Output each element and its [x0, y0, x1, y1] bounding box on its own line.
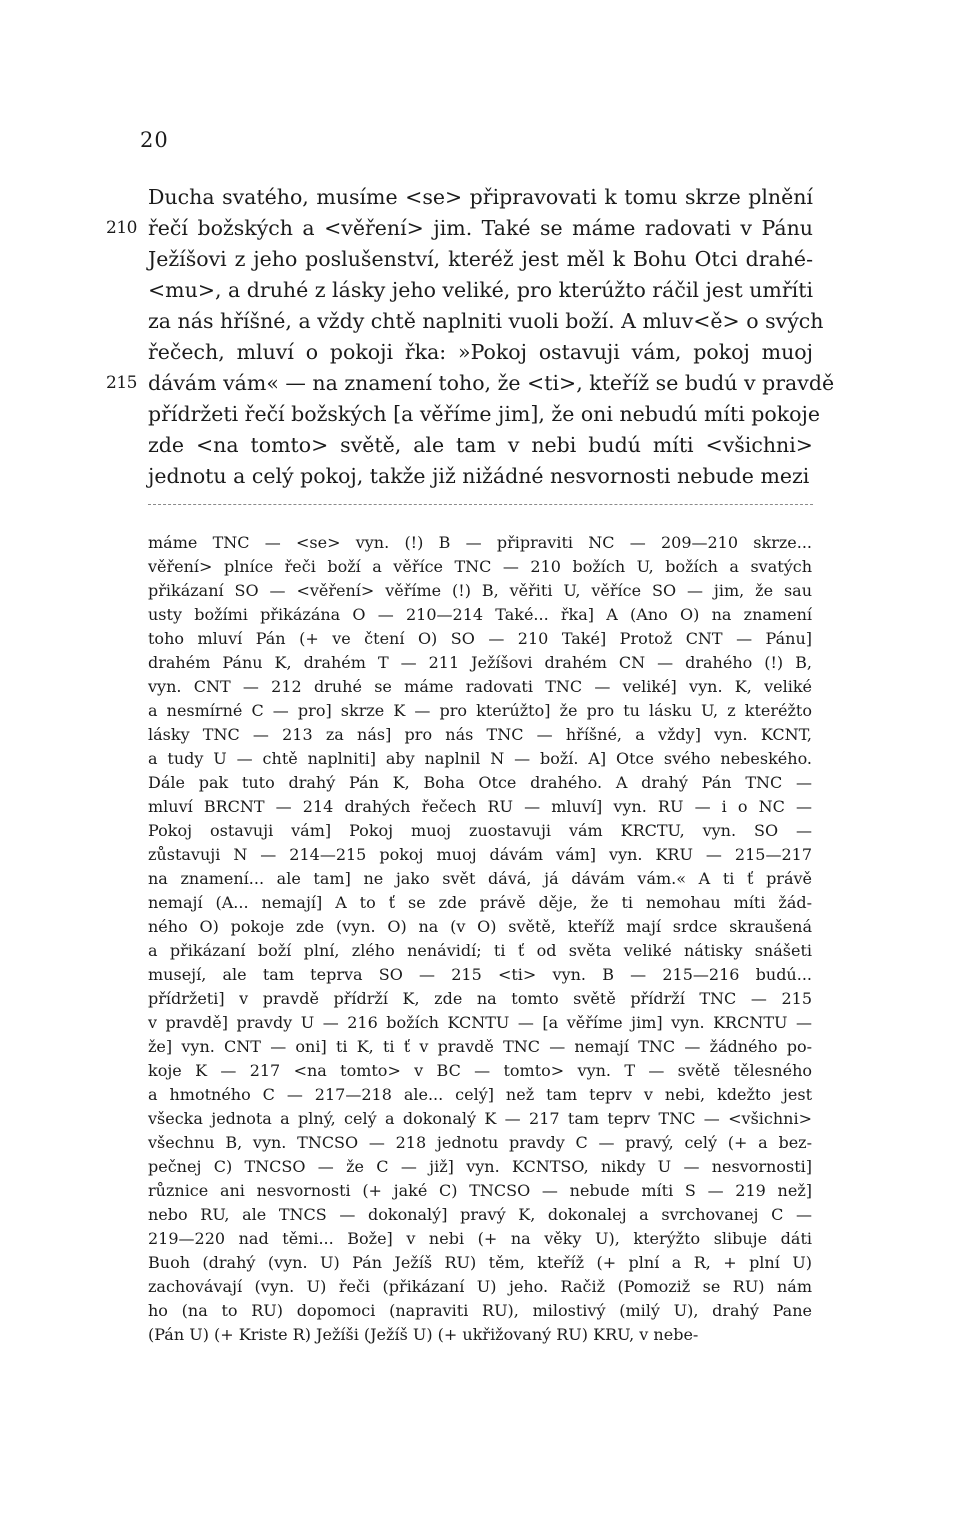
main-text	[106, 182, 835, 492]
line-text: <mu>, a druhé z lásky jeho veliké, pro kterúžto ráčil jest umříti	[148, 278, 813, 302]
line-text: Ducha svatého, musíme <se> připravovati k tomu skrze plnění	[148, 185, 813, 209]
apparatus-line: že] vyn. CNT — oni] ti K, ti ť v pravdě TNC — nemají TNC — žádného po-	[148, 1037, 812, 1056]
line-text: Ježíšovi z jeho poslušenství, kteréž jest měl k Bohu Otci drahé-	[148, 247, 813, 271]
apparatus-line: přikázaní SO — <věření> věříme (!) B, věřiti U, věříce SO — jim, že sau	[148, 581, 812, 600]
main-text-line	[148, 182, 813, 213]
apparatus-line: zůstavuji N — 214—215 pokoj muoj dávám vám] vyn. KRU — 215—217	[148, 845, 812, 864]
line-text: přídržeti řečí božských [a věříme jim], že oni nebudú míti pokoje	[148, 402, 820, 426]
apparatus-line: ho (na to RU) dopomoci (napraviti RU), milostivý (milý U), drahý Pane	[148, 1301, 812, 1320]
apparatus-line: Buoh (drahý (vyn. U) Pán Ježíš RU) těm, kteříž (+ plní a R, + plní U)	[148, 1253, 812, 1272]
main-text-line	[148, 306, 824, 337]
apparatus-line: a přikázaní boží plní, zlého nenávidí; ti ť od světa veliké nátisky snášeti	[148, 941, 812, 960]
main-text-line	[148, 244, 813, 275]
apparatus-line: nebo RU, ale TNCS — dokonalý] pravý K, dokonalej a svrchovanej C —	[148, 1205, 812, 1224]
apparatus-line: a nesmírné C — pro] skrze K — pro kterúžto] že pro tu lásku U, z kteréžto	[148, 701, 812, 720]
apparatus-divider	[148, 504, 813, 505]
apparatus-line: 219—220 nad těmi... Bože] v nebi (+ na věky U), kterýžto slibuje dáti	[148, 1229, 812, 1248]
apparatus-line: máme TNC — <se> vyn. (!) B — připraviti NC — 209—210 skrze...	[148, 533, 812, 552]
apparatus-line: věření> plníce řeči boží a věříce TNC — 210 božích U, božích a svatých	[148, 557, 812, 576]
apparatus-line: Pokoj ostavuji vám] Pokoj muoj zuostavuji vám KRCTU, vyn. SO —	[148, 821, 812, 840]
line-text: zde <na tomto> světě, ale tam v nebi budú míti <všichni>	[148, 433, 813, 457]
apparatus-line: koje K — 217 <na tomto> v BC — tomto> vyn. T — světě tělesného	[148, 1061, 812, 1080]
line-text: jednotu a celý pokoj, takže již nižádné nesvornosti nebude mezi	[148, 464, 810, 488]
apparatus-line: ného O) pokoje zde (vyn. O) na (v O) světě, kteříž mají srdce skraušená	[148, 917, 812, 936]
apparatus-line: nemají (A... nemají] A to ť se zde právě děje, že ti nemohau míti žád-	[148, 893, 812, 912]
apparatus-line: všechnu B, vyn. TNCSO — 218 jednotu pravdy C — pravý, celý (+ a bez-	[148, 1133, 812, 1152]
apparatus-line: mluví BRCNT — 214 drahých řečech RU — mluví] vyn. RU — i o NC —	[148, 797, 812, 816]
apparatus-line: vyn. CNT — 212 druhé se máme radovati TNC — veliké] vyn. K, veliké	[148, 677, 812, 696]
apparatus-line: lásky TNC — 213 za nás] pro nás TNC — hříšné, a vždy] vyn. KCNT,	[148, 725, 812, 744]
apparatus-line: zachovávají (vyn. U) řeči (přikázaní U) jeho. Račiž (Pomoziž se RU) nám	[148, 1277, 812, 1296]
apparatus-line: usty božími přikázána O — 210—214 Také... řka] A (Ano O) na znamení	[148, 605, 812, 624]
page-number: 20	[140, 128, 169, 152]
main-text-line	[148, 399, 820, 430]
apparatus-line: na znamení... ale tam] ne jako svět dává, já dávám vám.« A ti ť právě	[148, 869, 812, 888]
line-text: dávám vám« — na znamení toho, že <ti>, kteříž se budú v pravdě	[148, 371, 835, 395]
apparatus-line: všecka jednota a plný, celý a dokonalý K — 217 tam teprv TNC — <všichni>	[148, 1109, 812, 1128]
apparatus-line: (Pán U) (+ Kriste R) Ježíši (Ježíš U) (+ ukřižovaný RU) KRU, v nebe-	[148, 1325, 699, 1344]
main-text-line	[148, 430, 813, 461]
apparatus-line: toho mluví Pán (+ ve čtení O) SO — 210 Také] Protož CNT — Pánu]	[148, 629, 812, 648]
line-text: za nás hříšné, a vždy chtě naplniti vuoli boží. A mluv<ě> o svých	[148, 309, 824, 333]
apparatus-line: různice ani nesvornosti (+ jaké C) TNCSO — nebude míti S — 219 než]	[148, 1181, 812, 1200]
apparatus-line: v pravdě] pravdy U — 216 božích KCNTU — [a věříme jim] vyn. KRCNTU —	[148, 1013, 812, 1032]
main-text-line	[106, 368, 835, 399]
line-text: řečí božských a <věření> jim. Také se máme radovati v Pánu	[148, 216, 813, 240]
apparatus-line: a hmotného C — 217—218 ale... celý] než tam teprv v nebi, kdežto jest	[148, 1085, 812, 1104]
apparatus-line: drahém Pánu K, drahém T — 211 Ježíšovi drahém CN — drahého (!) B,	[148, 653, 812, 672]
line-number: 215	[106, 373, 137, 393]
apparatus-line: přídržeti] v pravdě přídrží K, zde na tomto světě přídrží TNC — 215	[148, 989, 812, 1008]
main-text-line	[106, 213, 813, 244]
apparatus-line: a tudy U — chtě naplniti] aby naplnil N — boží. A] Otce svého nebeského.	[148, 749, 812, 768]
apparatus-line: musejí, ale tam teprva SO — 215 <ti> vyn. B — 215—216 budú...	[148, 965, 812, 984]
apparatus-line: pečnej C) TNCSO — že C — již] vyn. KCNTSO, nikdy U — nesvornosti]	[148, 1157, 812, 1176]
main-text-line	[148, 461, 813, 492]
line-number: 210	[106, 218, 137, 238]
apparatus-line: Dále pak tuto drahý Pán K, Boha Otce drahého. A drahý Pán TNC —	[148, 773, 812, 792]
critical-apparatus	[148, 531, 812, 1347]
main-text-line	[148, 275, 813, 306]
line-text: řečech, mluví o pokoji řka: »Pokoj ostavuji vám, pokoj muoj	[148, 340, 813, 364]
main-text-line	[148, 337, 813, 368]
